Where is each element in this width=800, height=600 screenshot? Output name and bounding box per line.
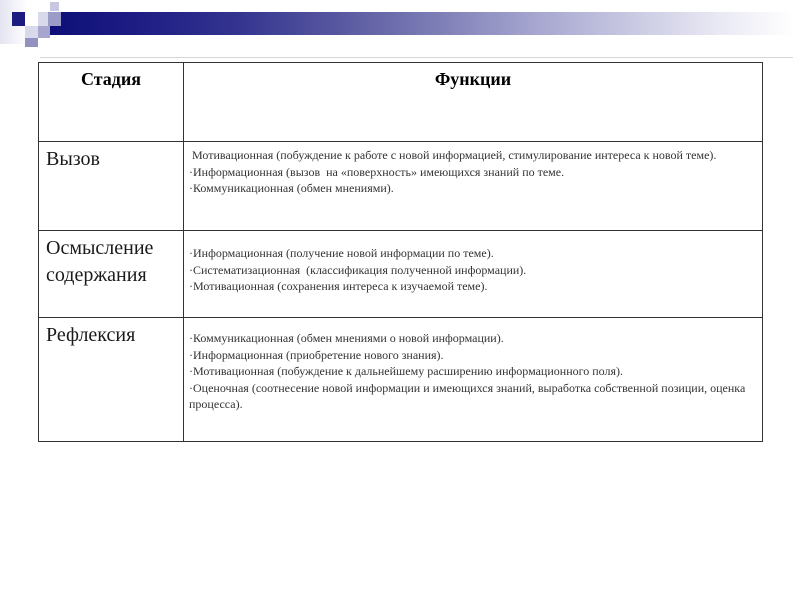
stage-cell: Осмысление содержания [39, 231, 184, 318]
decor-title-bar [48, 12, 794, 35]
table-row-vyzov [39, 142, 763, 231]
column-header-stage: Стадия [39, 63, 184, 142]
decor-square-dark-2 [25, 38, 38, 47]
stage-cell: Рефлексия [39, 318, 184, 442]
function-item: Мотивационная (побуждение к работе с новой информацией, стимулирование интереса к новой теме). [189, 148, 717, 162]
functions-cell [184, 142, 763, 231]
header-row [39, 63, 763, 142]
column-header-functions: Функции [184, 63, 763, 142]
function-item: ·Мотивационная (сохранения интереса к изучаемой теме). [189, 279, 488, 293]
decor-square-navy [12, 12, 25, 26]
decor-horizontal-rule [40, 57, 793, 58]
functions-cell [184, 231, 763, 318]
function-item: ·Информационная (приобретение нового знания). [189, 347, 444, 362]
function-item: ·Коммуникационная (обмен мнениями). [189, 181, 394, 195]
function-item: ·Систематизационная (классификация полученной информации). [189, 262, 527, 277]
decor-square-top [50, 2, 59, 11]
function-item: ·Оценочная (соотнесение новой информации и имеющихся знаний, выработка собственной позиции, оценка процесса). [189, 380, 749, 411]
stages-functions-table [38, 62, 763, 442]
decor-square-light-2 [25, 26, 38, 38]
functions-cell [184, 318, 763, 442]
function-item: ·Коммуникационная (обмен мнениями о новой информации). [189, 331, 504, 345]
table-row-osmyslenie [39, 231, 763, 318]
function-item: ·Информационная (получение новой информации по теме). [189, 246, 494, 260]
function-item: ·Мотивационная (побуждение к дальнейшему расширению информационного поля). [189, 364, 624, 378]
decor-square-medium-2 [38, 26, 50, 38]
table-row-refleksiya [39, 318, 763, 442]
stage-cell: Вызов [39, 142, 184, 231]
function-item: ·Информационная (вызов на «поверхность» имеющихся знаний по теме. [189, 164, 565, 179]
decor-square-medium-1 [48, 12, 61, 26]
